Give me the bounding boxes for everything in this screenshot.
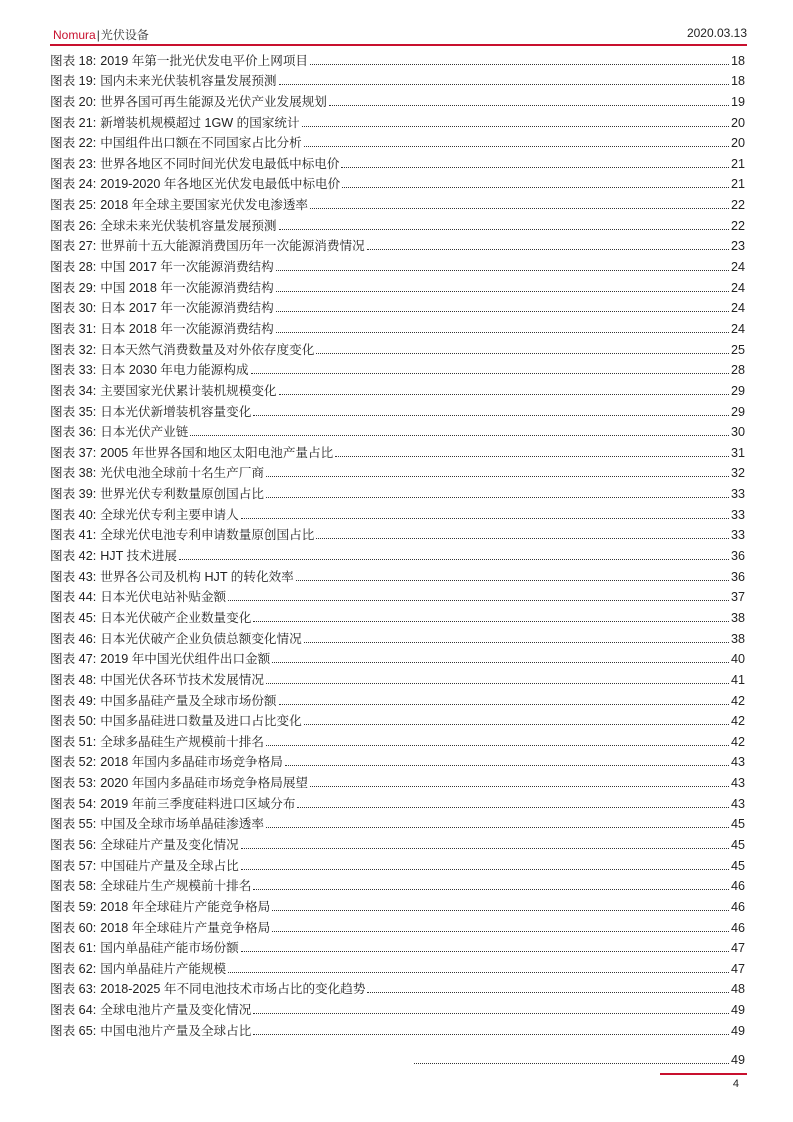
toc-leader xyxy=(296,580,729,581)
toc-entry-label: 图表 55: xyxy=(50,817,97,832)
toc-entry-title: 中国多晶硅产量及全球市场份额 xyxy=(100,693,277,708)
toc-entry-title: 中国及全球市场单晶硅渗透率 xyxy=(100,817,264,832)
toc-entry-page: 24 xyxy=(730,260,745,275)
toc-entry-page: 43 xyxy=(730,796,745,811)
toc-leader xyxy=(304,642,729,643)
toc-entry-page: 18 xyxy=(730,53,745,68)
toc-entry[interactable] xyxy=(50,502,745,523)
toc-entry-label: 图表 24: xyxy=(50,177,97,192)
toc-entry[interactable] xyxy=(50,420,745,441)
toc-entry[interactable] xyxy=(50,564,745,585)
toc-entry-page: 20 xyxy=(730,115,745,130)
toc-entry-page: 43 xyxy=(730,755,745,770)
toc-leader xyxy=(279,704,729,705)
toc-entry-label: 图表 30: xyxy=(50,301,97,316)
toc-entry-title: 全球硅片产量及变化情况 xyxy=(100,837,239,852)
toc-leader xyxy=(251,373,729,374)
toc-entry[interactable] xyxy=(50,89,745,110)
toc-leader xyxy=(241,518,729,519)
toc-entry-label: 图表 51: xyxy=(50,734,97,749)
toc-entry-title: 新增装机规模超过 1GW 的国家统计 xyxy=(100,115,300,130)
toc-entry-title: 日本光伏产业链 xyxy=(100,425,189,440)
toc-entry-label: 图表 61: xyxy=(50,941,97,956)
toc-entry-title: 中国组件出口额在不同国家占比分析 xyxy=(100,136,302,151)
toc-entry-title: 世界前十五大能源消费国历年一次能源消费情况 xyxy=(100,239,365,254)
toc-entry-label: 图表 48: xyxy=(50,672,97,687)
toc-entry[interactable] xyxy=(50,399,745,420)
toc-entry-label: 图表 54: xyxy=(50,796,97,811)
toc-entry-page: 42 xyxy=(730,693,745,708)
toc-entry-title: 2019 年中国光伏组件出口金额 xyxy=(100,652,271,667)
toc-entry-label: 图表 31: xyxy=(50,321,97,336)
toc-leader xyxy=(279,394,729,395)
toc-entry-label: 图表 19: xyxy=(50,74,97,89)
toc-entry-label: 图表 63: xyxy=(50,982,97,997)
toc-entry[interactable] xyxy=(50,605,745,626)
toc-entry-label: 图表 65: xyxy=(50,1023,97,1038)
toc-entry-title: 光伏电池全球前十名生产厂商 xyxy=(100,466,264,481)
toc-entry-page: 25 xyxy=(730,342,745,357)
toc-entry-page: 33 xyxy=(730,487,745,502)
toc-leader xyxy=(190,435,729,436)
page-number: 4 xyxy=(732,1078,739,1090)
toc-entry-label: 图表 37: xyxy=(50,445,97,460)
toc-entry[interactable] xyxy=(50,667,745,688)
toc-entry-title: 2019 年第一批光伏发电平价上网项目 xyxy=(100,53,309,68)
toc-entry-label: 图表 22: xyxy=(50,136,97,151)
toc-entry-label: 图表 44: xyxy=(50,590,97,605)
toc-entry[interactable] xyxy=(50,894,745,915)
toc-entry-page: 32 xyxy=(730,466,745,481)
toc-entry-title: HJT 技术进展 xyxy=(100,549,177,564)
toc-entry[interactable] xyxy=(50,234,745,255)
report-date: 2020.03.13 xyxy=(686,26,747,40)
toc-entry-label: 图表 23: xyxy=(50,156,97,171)
toc-leader xyxy=(310,64,729,65)
toc-entry-title: 中国 2017 年一次能源消费结构 xyxy=(100,260,274,275)
toc-leader xyxy=(341,167,729,168)
toc-leader xyxy=(272,931,729,932)
toc-entry-title: 全球光伏电池专利申请数量原创国占比 xyxy=(100,528,315,543)
toc-leader xyxy=(266,497,729,498)
toc-entry-title: 2018-2025 年不同电池技术市场占比的变化趋势 xyxy=(100,982,366,997)
toc-entry-page: 45 xyxy=(730,858,745,873)
brand-separator: | xyxy=(96,28,100,42)
toc-entry[interactable] xyxy=(50,1018,745,1039)
toc-entry[interactable] xyxy=(50,997,745,1018)
toc-entry[interactable] xyxy=(50,626,745,647)
toc-entry-title: 国内单晶硅产能市场份额 xyxy=(100,941,239,956)
toc-entry-page: 21 xyxy=(730,156,745,171)
toc-entry[interactable] xyxy=(50,688,745,709)
toc-entry-page: 29 xyxy=(730,383,745,398)
toc-entry-page: 46 xyxy=(730,899,745,914)
toc-leader xyxy=(266,745,729,746)
toc-entry-title: 2019-2020 年各地区光伏发电最低中标电价 xyxy=(100,177,341,192)
toc-entry-title: 日本光伏破产企业数量变化 xyxy=(100,610,252,625)
toc-entry-label: 图表 20: xyxy=(50,94,97,109)
toc-entry[interactable] xyxy=(50,481,745,502)
toc-leader xyxy=(310,208,729,209)
toc-leader xyxy=(253,621,729,622)
toc-entry-label: 图表 53: xyxy=(50,776,97,791)
toc-leader xyxy=(302,126,729,127)
toc-entry-title: 2018 年全球硅片产量竞争格局 xyxy=(100,920,271,935)
toc-entry[interactable] xyxy=(50,647,745,668)
toc-entry-page: 49 xyxy=(730,1003,745,1018)
toc-entry[interactable] xyxy=(50,461,745,482)
toc-entry[interactable] xyxy=(50,956,745,977)
toc-entry-label: 图表 43: xyxy=(50,569,97,584)
toc-entry[interactable] xyxy=(50,316,745,337)
toc-leader xyxy=(253,1034,729,1035)
toc-entry[interactable] xyxy=(50,275,745,296)
toc-entry[interactable] xyxy=(50,709,745,730)
toc-entry-label: 图表 25: xyxy=(50,198,97,213)
toc-entry[interactable] xyxy=(50,832,745,853)
toc-entry-page: 19 xyxy=(730,94,745,109)
toc-entry-title: 中国硅片产量及全球占比 xyxy=(100,858,239,873)
toc-entry-page: 38 xyxy=(730,610,745,625)
toc-entry-label: 图表 29: xyxy=(50,280,97,295)
toc-entry-title: 中国电池片产量及全球占比 xyxy=(100,1023,252,1038)
toc-entry[interactable] xyxy=(50,791,745,812)
toc-entry-title: 2019 年前三季度硅料进口区域分布 xyxy=(100,796,296,811)
toc-entry[interactable] xyxy=(50,131,745,152)
toc-entry-title: 日本光伏新增装机容量变化 xyxy=(100,404,252,419)
toc-entry-title: 日本光伏电站补贴金额 xyxy=(100,590,227,605)
toc-entry-label: 图表 32: xyxy=(50,342,97,357)
toc-entry-title: 国内未来光伏装机容量发展预测 xyxy=(100,74,277,89)
toc-entry[interactable] xyxy=(50,192,745,213)
toc-entry[interactable] xyxy=(50,874,745,895)
toc-entry-page: 22 xyxy=(730,218,745,233)
toc-entry[interactable] xyxy=(50,358,745,379)
toc-leader xyxy=(316,538,729,539)
toc-leader xyxy=(272,910,729,911)
toc-entry-label: 图表 21: xyxy=(50,115,97,130)
toc-leader xyxy=(253,415,729,416)
toc-entry[interactable] xyxy=(50,48,745,69)
toc-leader xyxy=(253,889,729,890)
toc-entry-page: 30 xyxy=(730,425,745,440)
toc-entry-page: 38 xyxy=(730,631,745,646)
toc-entry-title: 日本天然气消费数量及对外依存度变化 xyxy=(100,342,315,357)
toc-leader xyxy=(228,600,729,601)
toc-leader xyxy=(367,992,729,993)
toc-leader xyxy=(329,105,729,106)
toc-leader xyxy=(279,229,729,230)
toc-entry-page: 20 xyxy=(730,136,745,151)
toc-entry[interactable] xyxy=(50,523,745,544)
toc-entry-page: 43 xyxy=(730,776,745,791)
toc-leader xyxy=(228,972,729,973)
toc-entry-label: 图表 52: xyxy=(50,755,97,770)
toc-entry[interactable] xyxy=(50,69,745,90)
toc-entry-label: 图表 28: xyxy=(50,260,97,275)
page-header xyxy=(50,22,747,44)
toc-entry-label: 图表 27: xyxy=(50,239,97,254)
toc-entry-page: 41 xyxy=(730,672,745,687)
toc-entry-page: 22 xyxy=(730,198,745,213)
toc-entry[interactable] xyxy=(50,378,745,399)
toc-entry[interactable] xyxy=(50,853,745,874)
toc-entry-label: 图表 57: xyxy=(50,858,97,873)
toc-entry-label: 图表 45: xyxy=(50,610,97,625)
toc-entry[interactable] xyxy=(50,585,745,606)
toc-leader xyxy=(342,187,729,188)
toc-leader xyxy=(266,827,729,828)
toc-entry[interactable] xyxy=(50,110,745,131)
toc-entry-page: 42 xyxy=(730,714,745,729)
toc-entry[interactable] xyxy=(50,729,745,750)
toc-entry[interactable] xyxy=(50,543,745,564)
sector-label: 光伏设备 xyxy=(100,28,149,42)
toc-leader xyxy=(276,270,729,271)
toc-leader xyxy=(266,476,729,477)
toc-leader xyxy=(241,869,729,870)
toc-entry-label: 图表 41: xyxy=(50,528,97,543)
toc-entry-title: 世界各公司及机构 HJT 的转化效率 xyxy=(100,569,294,584)
toc-entry-page: 24 xyxy=(730,280,745,295)
toc-entry-title: 全球电池片产量及变化情况 xyxy=(100,1003,252,1018)
toc-leader xyxy=(241,951,729,952)
toc-entry[interactable] xyxy=(50,151,745,172)
toc-entry-page: 47 xyxy=(730,941,745,956)
toc-entry-title: 中国多晶硅进口数量及进口占比变化 xyxy=(100,714,302,729)
toc-entry-page: 33 xyxy=(730,528,745,543)
toc-entry-page: 48 xyxy=(730,982,745,997)
toc-entry-page: 36 xyxy=(730,549,745,564)
toc-entry-title: 中国光伏各环节技术发展情况 xyxy=(100,672,264,687)
toc-entry[interactable] xyxy=(50,936,745,957)
toc-entry-label: 图表 49: xyxy=(50,693,97,708)
toc-entry-page: 45 xyxy=(730,817,745,832)
toc-leader xyxy=(276,332,729,333)
toc-entry-page: 33 xyxy=(730,507,745,522)
toc-leader xyxy=(304,146,729,147)
toc-leader xyxy=(367,249,729,250)
toc-entry-title: 世界光伏专利数量原创国占比 xyxy=(100,487,264,502)
toc-entry-label: 图表 59: xyxy=(50,899,97,914)
toc-entry[interactable] xyxy=(50,812,745,833)
toc-entry-page: 46 xyxy=(730,920,745,935)
toc-entry[interactable] xyxy=(50,770,745,791)
toc-entry-title: 2018 年全球硅片产能竞争格局 xyxy=(100,899,271,914)
toc-entry-label: 图表 18: xyxy=(50,53,97,68)
toc-leader xyxy=(316,353,729,354)
toc-entry[interactable] xyxy=(50,254,745,275)
table-of-figures xyxy=(50,48,745,1039)
toc-entry-page: 36 xyxy=(730,569,745,584)
toc-leader xyxy=(253,1013,729,1014)
toc-entry-page: 49 xyxy=(730,1023,745,1038)
toc-entry-page: 31 xyxy=(730,445,745,460)
toc-entry-page: 37 xyxy=(730,590,745,605)
toc-entry[interactable] xyxy=(50,213,745,234)
toc-entry[interactable] xyxy=(50,440,745,461)
toc-entry-page: 18 xyxy=(730,74,745,89)
toc-entry[interactable] xyxy=(50,915,745,936)
toc-entry-title: 2005 年世界各国和地区太阳电池产量占比 xyxy=(100,445,334,460)
header-divider xyxy=(50,44,747,46)
toc-entry-title: 世界各地区不同时间光伏发电最低中标电价 xyxy=(100,156,340,171)
toc-entry-title: 全球未来光伏装机容量发展预测 xyxy=(100,218,277,233)
toc-entry-page: 23 xyxy=(730,239,745,254)
toc-entry-page: 45 xyxy=(730,837,745,852)
toc-entry-label: 图表 40: xyxy=(50,507,97,522)
toc-leader xyxy=(276,311,729,312)
toc-leader xyxy=(272,662,729,663)
toc-leader xyxy=(304,724,729,725)
toc-entry-page: 47 xyxy=(730,961,745,976)
toc-entry-title: 中国 2018 年一次能源消费结构 xyxy=(100,280,274,295)
toc-entry-label: 图表 56: xyxy=(50,837,97,852)
toc-entry-label: 图表 50: xyxy=(50,714,97,729)
toc-entry[interactable] xyxy=(50,172,745,193)
toc-entry-title: 主要国家光伏累计装机规模变化 xyxy=(100,383,277,398)
toc-leader xyxy=(285,765,729,766)
toc-entry-page: 49 xyxy=(730,1053,745,1067)
toc-entry[interactable] xyxy=(50,750,745,771)
toc-entry-title: 2020 年国内多晶硅市场竞争格局展望 xyxy=(100,776,309,791)
toc-leader xyxy=(276,291,729,292)
toc-entry-title: 全球光伏专利主要申请人 xyxy=(100,507,239,522)
toc-entry-title: 2018 年全球主要国家光伏发电渗透率 xyxy=(100,198,309,213)
toc-entry-title: 国内单晶硅片产能规模 xyxy=(100,961,227,976)
report-brand xyxy=(53,26,149,43)
toc-entry-title: 日本 2030 年电力能源构成 xyxy=(100,363,249,378)
toc-entry-page: 24 xyxy=(730,321,745,336)
toc-entry-label: 图表 42: xyxy=(50,549,97,564)
toc-leader xyxy=(297,807,729,808)
toc-entry-label: 图表 26: xyxy=(50,218,97,233)
toc-entry-label: 图表 38: xyxy=(50,466,97,481)
toc-entry-label: 图表 33: xyxy=(50,363,97,378)
toc-entry-label: 图表 36: xyxy=(50,425,97,440)
toc-entry-label: 图表 34: xyxy=(50,383,97,398)
toc-entry-title: 2018 年国内多晶硅市场竞争格局 xyxy=(100,755,283,770)
toc-entry-label: 图表 60: xyxy=(50,920,97,935)
toc-entry-page: 21 xyxy=(730,177,745,192)
toc-trailing-entry[interactable] xyxy=(414,1048,745,1068)
toc-entry-title: 全球多晶硅生产规模前十排名 xyxy=(100,734,264,749)
toc-leader xyxy=(279,84,729,85)
toc-entry-title: 世界各国可再生能源及光伏产业发展规划 xyxy=(100,94,327,109)
toc-entry-page: 42 xyxy=(730,734,745,749)
toc-entry[interactable] xyxy=(50,977,745,998)
toc-entry-page: 28 xyxy=(730,363,745,378)
toc-entry-page: 46 xyxy=(730,879,745,894)
toc-leader xyxy=(335,456,729,457)
toc-entry-label: 图表 35: xyxy=(50,404,97,419)
toc-entry-page: 24 xyxy=(730,301,745,316)
toc-entry-label: 图表 46: xyxy=(50,631,97,646)
toc-entry-page: 29 xyxy=(730,404,745,419)
toc-entry-label: 图表 39: xyxy=(50,487,97,502)
toc-entry-page: 40 xyxy=(730,652,745,667)
toc-entry[interactable] xyxy=(50,337,745,358)
toc-leader xyxy=(414,1063,729,1064)
toc-entry-label: 图表 62: xyxy=(50,961,97,976)
toc-entry-label: 图表 64: xyxy=(50,1003,97,1018)
toc-entry-title: 日本 2018 年一次能源消费结构 xyxy=(100,321,274,336)
toc-leader xyxy=(266,683,729,684)
toc-entry-title: 全球硅片生产规模前十排名 xyxy=(100,879,252,894)
nomura-logo-text: Nomura xyxy=(53,28,96,42)
toc-leader xyxy=(310,786,729,787)
toc-leader xyxy=(179,559,729,560)
toc-leader xyxy=(241,848,729,849)
toc-entry[interactable] xyxy=(50,296,745,317)
footer-divider xyxy=(660,1073,747,1075)
toc-entry-label: 图表 47: xyxy=(50,652,97,667)
toc-entry-label: 图表 58: xyxy=(50,879,97,894)
toc-entry-title: 日本 2017 年一次能源消费结构 xyxy=(100,301,274,316)
toc-entry-title: 日本光伏破产企业负债总额变化情况 xyxy=(100,631,302,646)
